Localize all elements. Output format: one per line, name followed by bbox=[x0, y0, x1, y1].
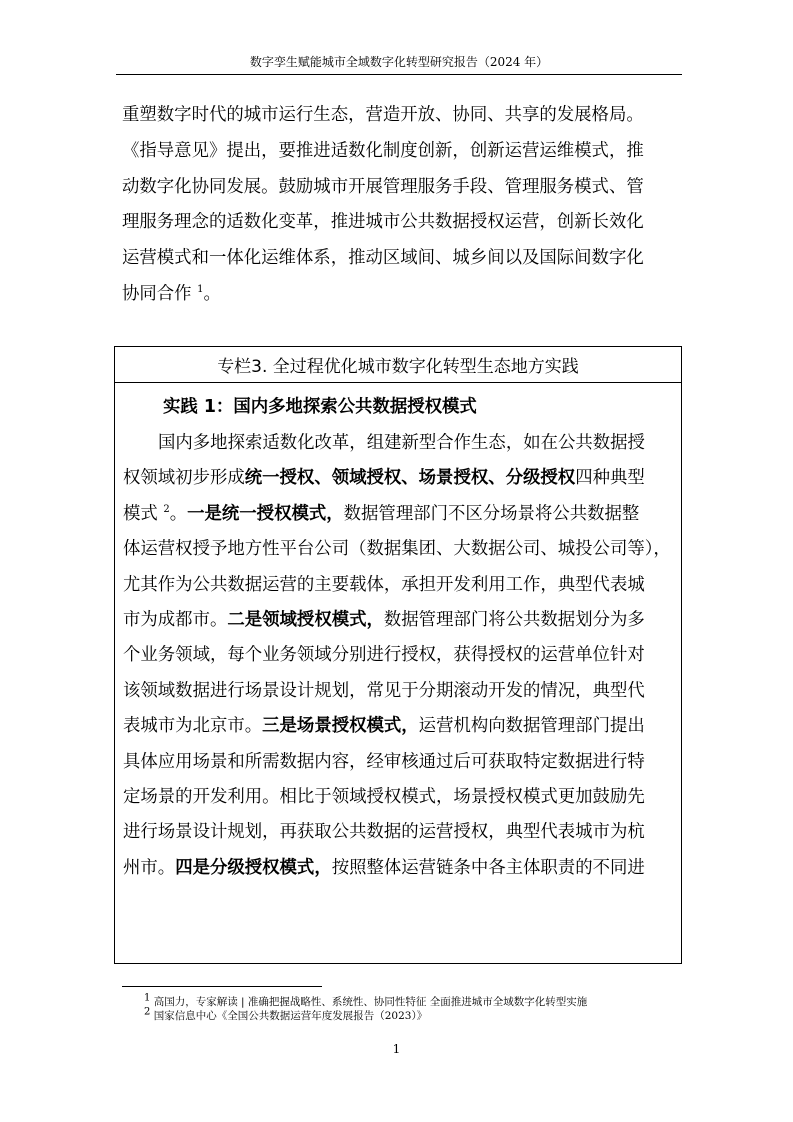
box-line: 进行场景设计规划，再获取公共数据的运营授权，典型代表城市为杭 bbox=[123, 822, 645, 843]
box-text: 州市。 bbox=[123, 857, 176, 878]
box-bold-text: 三是场景授权模式， bbox=[262, 716, 419, 737]
box-text: 模式 bbox=[123, 503, 158, 524]
running-header: 数字孪生赋能城市全域数字化转型研究报告（2024 年） bbox=[116, 54, 682, 75]
box-text: 市为成都市。 bbox=[123, 609, 228, 630]
box-paragraph bbox=[123, 426, 675, 886]
body-line: 运营模式和一体化运维体系，推动区域间、城乡间以及国际间数字化 bbox=[122, 248, 644, 269]
box-text: 四种典型 bbox=[575, 468, 645, 489]
box-title: 专栏3. 全过程优化城市数字化转型生态地方实践 bbox=[115, 347, 681, 383]
box-text: 权领域初步形成 bbox=[123, 468, 245, 489]
box-line: 个业务领域，每个业务领域分别进行授权，获得授权的运营单位针对 bbox=[123, 645, 645, 666]
box-text: 数据管理部门将公共数据划分为多 bbox=[383, 609, 645, 630]
body-line bbox=[122, 277, 674, 313]
box-line bbox=[123, 461, 675, 496]
box-text: 按照整体运营链条中各主体职责的不同进 bbox=[331, 857, 645, 878]
footnote-2 bbox=[144, 1006, 587, 1023]
footnote-divider bbox=[122, 986, 322, 987]
body-line: 理服务理念的适数化变革，推进城市公共数据授权运营，创新长效化 bbox=[122, 212, 644, 233]
body-paragraph bbox=[122, 98, 674, 313]
box-text: 。 bbox=[169, 503, 188, 524]
box-line: 具体应用场景和所需数据内容，经审核通过后可获取特定数据进行特 bbox=[123, 751, 645, 772]
box-line: 定场景的开发利用。相比于领域授权模式，场景授权模式更加鼓励先 bbox=[123, 786, 645, 807]
box-line bbox=[123, 709, 675, 744]
box-line bbox=[123, 497, 675, 532]
footnote-number: 1 bbox=[144, 992, 151, 1004]
box-line bbox=[123, 851, 675, 886]
box-text: 表城市为北京市。 bbox=[123, 716, 263, 737]
footnote-ref-1[interactable]: 1 bbox=[197, 284, 204, 296]
sidebar-box bbox=[114, 346, 682, 964]
box-line: 该领域数据进行场景设计规划，常见于分期滚动开发的情况，典型代 bbox=[123, 680, 645, 701]
box-bold-text: 四是分级授权模式， bbox=[175, 857, 332, 878]
footnote-ref-2[interactable]: 2 bbox=[163, 503, 170, 515]
body-line-end: 。 bbox=[203, 283, 221, 304]
box-bold-text: 一是统一授权模式， bbox=[187, 503, 344, 524]
box-line bbox=[123, 603, 675, 638]
box-text: 运营机构向数据管理部门提出 bbox=[418, 716, 645, 737]
footnote-text: 高国力，专家解读 | 准确把握战略性、系统性、协同性特征 全面推进城市全域数字化转型实施 bbox=[153, 996, 588, 1008]
practice-heading: 实践 1：国内多地探索公共数据授权模式 bbox=[163, 397, 477, 417]
box-line: 国内多地探索适数化改革，组建新型合作生态，如在公共数据授 bbox=[158, 433, 645, 453]
body-line: 动数字化协同发展。鼓励城市开展管理服务手段、管理服务模式、管 bbox=[122, 176, 644, 197]
footnote-text: 国家信息中心《全国公共数据运营年度发展报告（2023）》 bbox=[153, 1010, 428, 1022]
page-number: 1 bbox=[392, 1042, 401, 1056]
body-line-text: 协同合作 bbox=[122, 283, 192, 304]
body-line: 重塑数字时代的城市运行生态，营造开放、协同、共享的发展格局。 bbox=[122, 105, 644, 125]
footnotes bbox=[144, 992, 588, 1023]
box-line: 尤其作为公共数据运营的主要载体，承担开发利用工作，典型代表城 bbox=[123, 574, 645, 595]
box-text: 数据管理部门不区分场景将公共数据整 bbox=[343, 503, 640, 524]
box-line: 体运营权授予地方性平台公司（数据集团、大数据公司、城投公司等）， bbox=[123, 539, 671, 560]
box-bold-text: 统一授权、领域授权、场景授权、分级授权 bbox=[244, 468, 576, 489]
body-line: 《指导意见》提出，要推进适数化制度创新，创新运营运维模式，推 bbox=[122, 140, 644, 161]
footnote-1 bbox=[144, 992, 588, 1009]
box-bold-text: 二是领域授权模式， bbox=[227, 609, 384, 630]
footnote-number: 2 bbox=[144, 1006, 151, 1018]
